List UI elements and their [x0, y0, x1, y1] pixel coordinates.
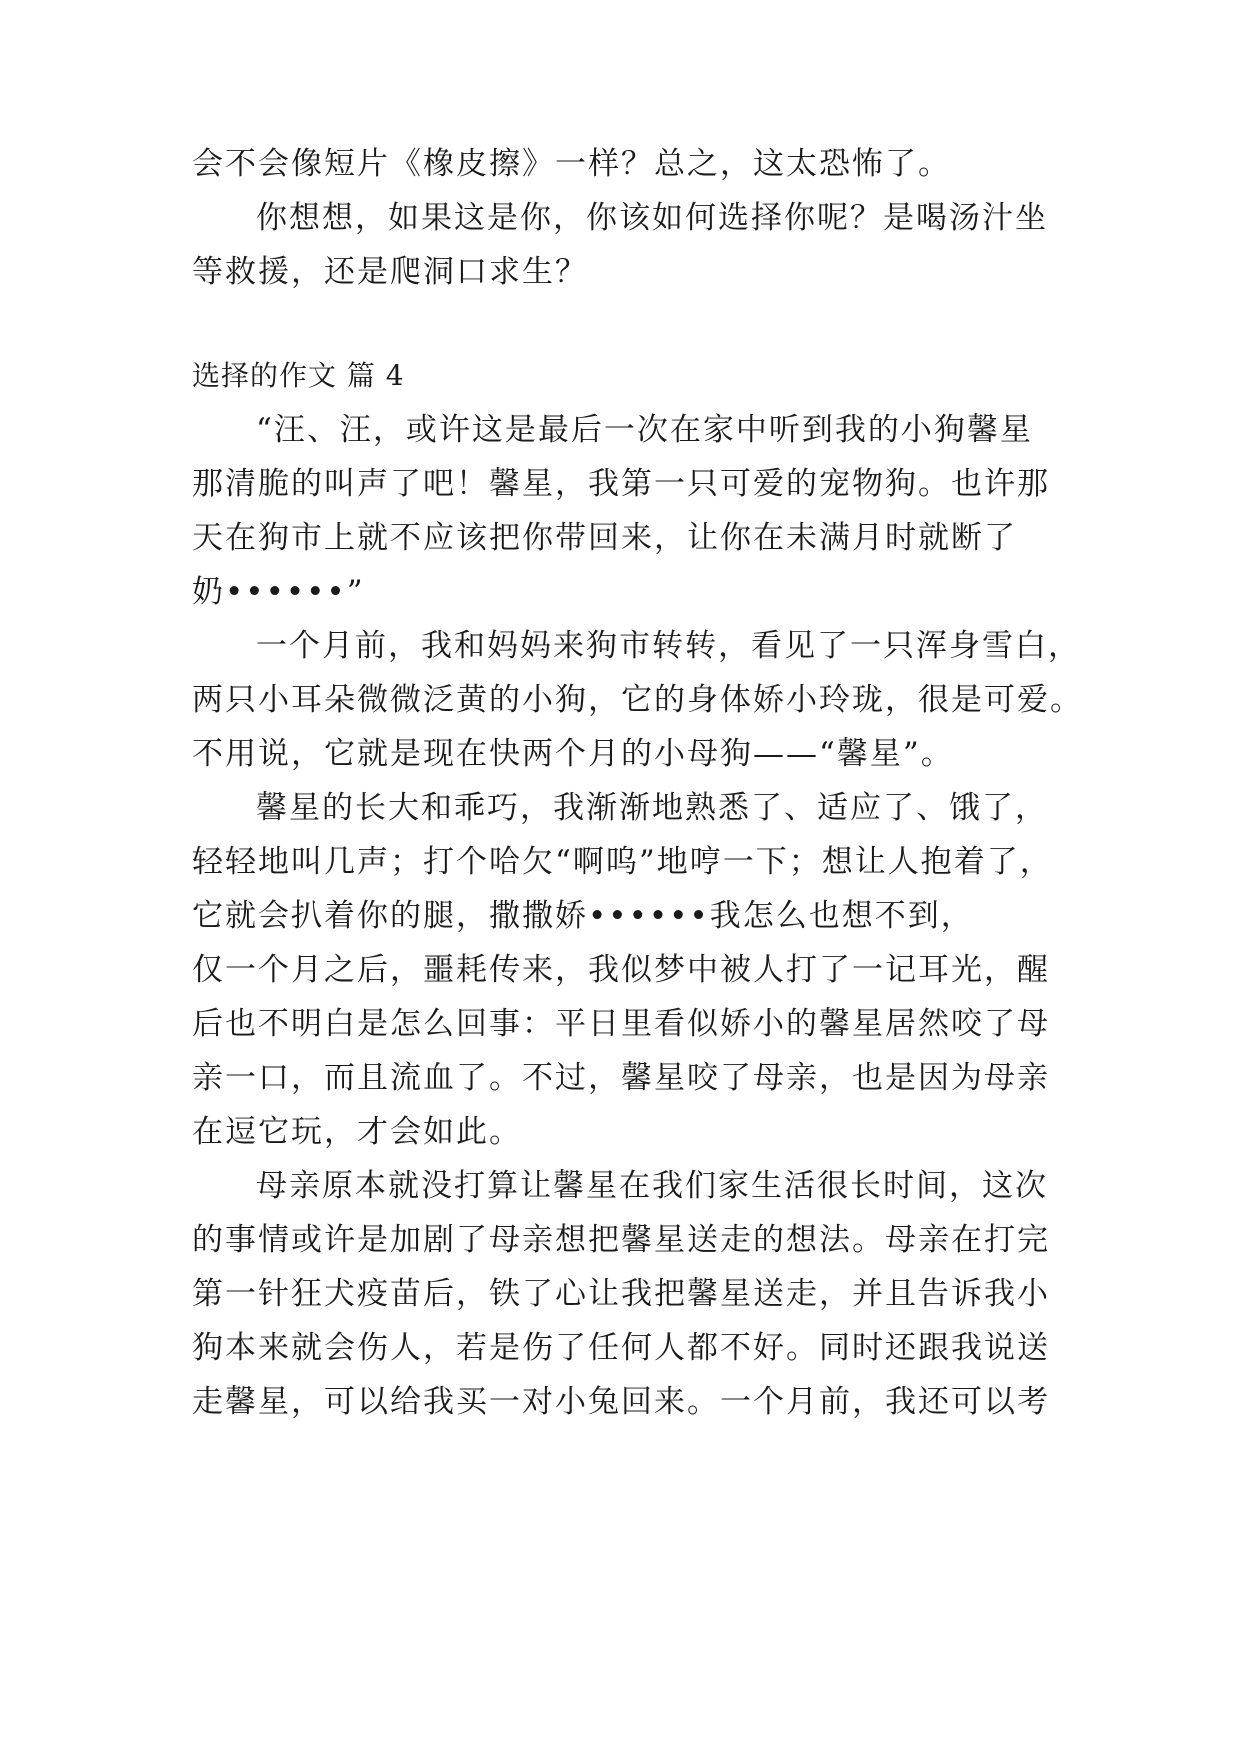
text-line: 会不会像短片《橡皮擦》一样？总之，这太恐怖了。 [192, 146, 951, 182]
section-title: 选择的作文 篇 4 [192, 359, 405, 392]
text-line: 两只小耳朵微微泛黄的小狗，它的身体娇小玲珑，很是可爱。 [192, 682, 1083, 718]
text-line: 馨星的长大和乖巧，我渐渐地熟悉了、适应了、饿了， [256, 790, 1048, 826]
text-line: 在逗它玩，才会如此。 [192, 1114, 522, 1150]
text-line: 后也不明白是怎么回事：平日里看似娇小的馨星居然咬了母 [192, 1006, 1050, 1042]
text-line: 狗本来就会伤人，若是伤了任何人都不好。同时还跟我说送 [192, 1330, 1050, 1366]
text-line: 轻轻地叫几声；打个哈欠“啊呜”地哼一下；想让人抱着了， [192, 844, 1053, 880]
text-line: 你想想，如果这是你，你该如何选择你呢？是喝汤汁坐 [256, 200, 1048, 236]
text-line: 走馨星，可以给我买一对小兔回来。一个月前，我还可以考 [192, 1384, 1050, 1420]
text-line: “汪、汪，或许这是最后一次在家中听到我的小狗馨星 [256, 412, 1033, 448]
text-line: 第一针狂犬疫苗后，铁了心让我把馨星送走，并且告诉我小 [192, 1276, 1050, 1312]
text-line: 不用说，它就是现在快两个月的小母狗——“馨星”。 [192, 736, 954, 772]
text-line: 奶••••••” [192, 574, 365, 610]
text-line: 的事情或许是加剧了母亲想把馨星送走的想法。母亲在打完 [192, 1222, 1050, 1258]
text-line: 天在狗市上就不应该把你带回来，让你在未满月时就断了 [192, 520, 1017, 556]
text-line: 等救援，还是爬洞口求生？ [192, 254, 588, 290]
text-line: 它就会扒着你的腿，撒撒娇••••••我怎么也想不到， [192, 898, 974, 934]
text-line: 母亲原本就没打算让馨星在我们家生活很长时间，这次 [256, 1168, 1048, 1204]
text-line: 一个月前，我和妈妈来狗市转转，看见了一只浑身雪白， [256, 628, 1081, 664]
text-line: 那清脆的叫声了吧！馨星，我第一只可爱的宠物狗。也许那 [192, 466, 1050, 502]
text-line: 仅一个月之后，噩耗传来，我似梦中被人打了一记耳光，醒 [192, 952, 1050, 988]
text-line: 亲一口，而且流血了。不过，馨星咬了母亲，也是因为母亲 [192, 1060, 1050, 1096]
